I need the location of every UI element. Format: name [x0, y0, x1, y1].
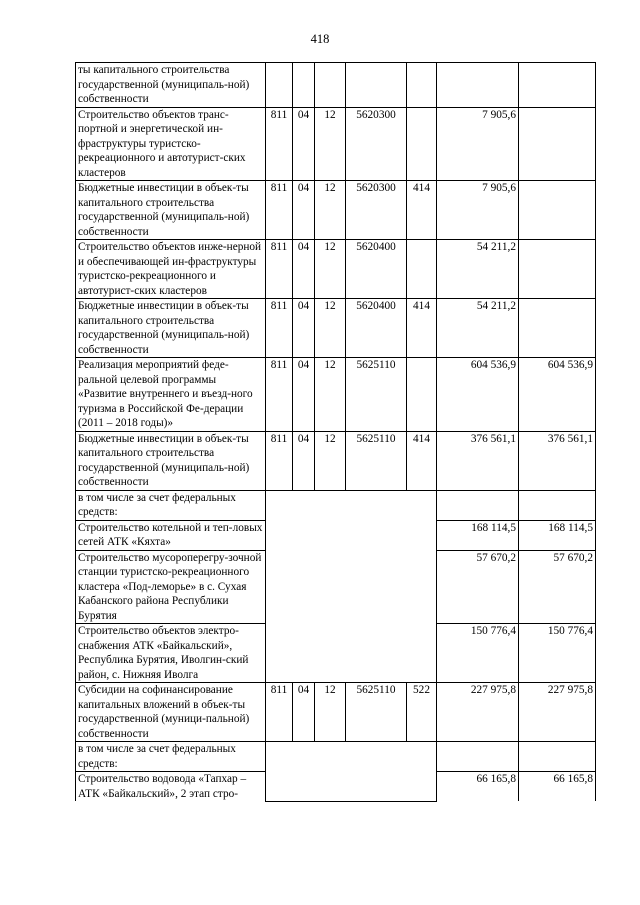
target-article-cell: 5620400	[346, 240, 407, 299]
table-row	[76, 490, 596, 520]
amount-cell: 66 165,8	[437, 772, 519, 802]
federal-amount-cell: 66 165,8	[519, 772, 596, 802]
description-cell: Субсидии на софинансирование капитальных вложений в объек-ты государственной (муници-пальной) собственности	[76, 683, 266, 742]
expense-type-cell	[407, 240, 437, 299]
federal-amount-cell	[519, 742, 596, 772]
federal-amount-cell	[519, 181, 596, 240]
federal-amount-cell: 227 975,8	[519, 683, 596, 742]
table-row	[76, 63, 596, 108]
description-cell: Строительство мусороперегру-зочной станции туристско-рекреационного кластера «Под-леморье» в с. Сухая Кабанского района Республики Бурятия	[76, 550, 266, 624]
description-cell: Бюджетные инвестиции в объек-ты капитального строительства государственной (муниципаль-ной) собственности	[76, 181, 266, 240]
description-cell: Бюджетные инвестиции в объек-ты капитального строительства государственной (муниципаль-ной) собственности	[76, 299, 266, 358]
federal-amount-cell	[519, 107, 596, 181]
expense-type-cell: 522	[407, 683, 437, 742]
amount-cell: 54 211,2	[437, 240, 519, 299]
expense-type-cell	[407, 107, 437, 181]
section-cell: 04	[293, 431, 315, 490]
description-cell: ты капитального строительства государственной (муниципаль-ной) собственности	[76, 63, 266, 108]
target-article-cell	[346, 63, 407, 108]
federal-amount-cell	[519, 63, 596, 108]
table-row	[76, 181, 596, 240]
subsection-cell: 12	[315, 683, 346, 742]
grbs-cell: 811	[266, 181, 293, 240]
amount-cell: 57 670,2	[437, 550, 519, 624]
table-row	[76, 358, 596, 432]
amount-cell: 54 211,2	[437, 299, 519, 358]
section-cell: 04	[293, 358, 315, 432]
grbs-cell: 811	[266, 107, 293, 181]
group-label-cell: в том числе за счет федеральных средств:	[76, 742, 266, 772]
amount-cell: 168 114,5	[437, 520, 519, 550]
section-cell: 04	[293, 299, 315, 358]
table-row	[76, 107, 596, 181]
subsection-cell: 12	[315, 299, 346, 358]
federal-amount-cell: 604 536,9	[519, 358, 596, 432]
table-body	[76, 63, 596, 802]
expense-type-cell: 414	[407, 431, 437, 490]
federal-amount-cell	[519, 490, 596, 520]
federal-amount-cell	[519, 240, 596, 299]
section-cell: 04	[293, 107, 315, 181]
expense-type-cell	[407, 63, 437, 108]
grbs-cell: 811	[266, 683, 293, 742]
target-article-cell: 5620400	[346, 299, 407, 358]
section-cell: 04	[293, 181, 315, 240]
amount-cell: 7 905,6	[437, 107, 519, 181]
grbs-cell	[266, 63, 293, 108]
description-cell: Строительство объектов инже-нерной и обеспечивающей ин-фраструктуры туристско-рекреационного и автотурист-ских кластеров	[76, 240, 266, 299]
target-article-cell: 5620300	[346, 107, 407, 181]
target-article-cell: 5625110	[346, 683, 407, 742]
subsection-cell: 12	[315, 431, 346, 490]
amount-cell: 604 536,9	[437, 358, 519, 432]
target-article-cell: 5625110	[346, 431, 407, 490]
table-row	[76, 299, 596, 358]
description-cell: Реализация мероприятий феде-ральной целевой программы «Развитие внутреннего и въезд-ного туризма в Российской Фе-дерации (2011 – 2018 годы)»	[76, 358, 266, 432]
expense-type-cell: 414	[407, 181, 437, 240]
description-cell: Строительство водовода «Тапхар – АТК «Байкальский», 2 этап стро-	[76, 772, 266, 802]
budget-table	[75, 62, 596, 802]
amount-cell	[437, 63, 519, 108]
expense-type-cell	[407, 358, 437, 432]
target-article-cell: 5625110	[346, 358, 407, 432]
amount-cell	[437, 742, 519, 772]
grbs-cell: 811	[266, 299, 293, 358]
amount-cell: 376 561,1	[437, 431, 519, 490]
page-number: 418	[310, 32, 330, 46]
federal-amount-cell: 57 670,2	[519, 550, 596, 624]
group-label-cell: в том числе за счет федеральных средств:	[76, 490, 266, 520]
table-row	[76, 683, 596, 742]
subsection-cell: 12	[315, 358, 346, 432]
description-cell: Строительство объектов транс-портной и энергетической ин-фраструктуры туристско-рекреационного и автотурист-ских кластеров	[76, 107, 266, 181]
grbs-cell: 811	[266, 431, 293, 490]
subsection-cell	[315, 63, 346, 108]
federal-amount-cell: 376 561,1	[519, 431, 596, 490]
expense-type-cell: 414	[407, 299, 437, 358]
grbs-cell: 811	[266, 240, 293, 299]
subsection-cell: 12	[315, 240, 346, 299]
description-cell: Бюджетные инвестиции в объек-ты капитального строительства государственной (муниципаль-ной) собственности	[76, 431, 266, 490]
merged-code-cell	[266, 490, 437, 683]
subsection-cell: 12	[315, 107, 346, 181]
subsection-cell: 12	[315, 181, 346, 240]
target-article-cell: 5620300	[346, 181, 407, 240]
federal-amount-cell	[519, 299, 596, 358]
grbs-cell: 811	[266, 358, 293, 432]
amount-cell: 7 905,6	[437, 181, 519, 240]
section-cell	[293, 63, 315, 108]
section-cell: 04	[293, 683, 315, 742]
table-row	[76, 240, 596, 299]
federal-amount-cell: 168 114,5	[519, 520, 596, 550]
amount-cell: 150 776,4	[437, 624, 519, 683]
federal-amount-cell: 150 776,4	[519, 624, 596, 683]
description-cell: Строительство котельной и теп-ловых сетей АТК «Кяхта»	[76, 520, 266, 550]
table-row	[76, 742, 596, 772]
merged-code-cell	[266, 742, 437, 802]
amount-cell	[437, 490, 519, 520]
section-cell: 04	[293, 240, 315, 299]
table-row	[76, 431, 596, 490]
description-cell: Строительство объектов электро-снабжения АТК «Байкальский», Республика Бурятия, Иволгин-ский район, с. Нижняя Иволга	[76, 624, 266, 683]
amount-cell: 227 975,8	[437, 683, 519, 742]
